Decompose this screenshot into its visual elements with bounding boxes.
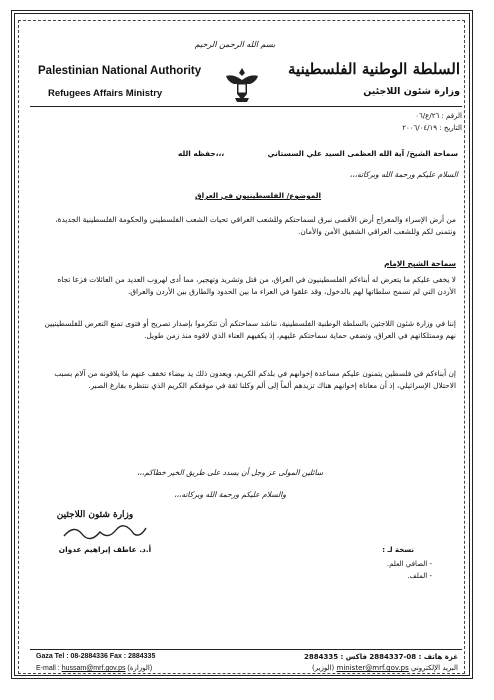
paragraph-4: إن أبناءكم في فلسطين يتمنون عليكم مساعدة إخوانهم في بلدكم الكريم، ويعدون ذلك يد بيضاء تخفف عنهم ما يلاقونه من آلام بسبب الاحتلال الإسرائيلي، إذ أن معاناة إخوانهم هناك تزيدهم ألماً إلى ألم وكلنا ثقة في موقفكم الكريم الذي ننتظره بفارغ الصبر. bbox=[54, 369, 456, 390]
header-divider bbox=[30, 106, 462, 107]
footer-english-phone: Gaza Tel : 08-2884336 Fax : 2884335 bbox=[36, 653, 156, 660]
arabic-authority-title: السلطة الوطنية الفلسطينية bbox=[288, 60, 460, 78]
subject-line: الموضوع/ الفلسطينيون في العراق bbox=[194, 191, 322, 200]
signature-scribble-icon bbox=[60, 522, 150, 544]
heading-imam: سماحة الشيخ الإمام bbox=[384, 259, 456, 268]
paragraph-2: لا يخفى عليكم ما يتعرض له أبناءكم الفلسطينيون في العراق، من قتل وتشريد وتهجير، مما أدى لهروب العديد من العائلات فزعا تجاه الأردن التي لم تسمح سلطاتها لهم بالدخول، وقد علقوا في العراء ما بين الحدود والطارق بين الأردن والعراق. bbox=[57, 275, 456, 296]
footer-arabic-email-row bbox=[238, 664, 458, 672]
greeting: السلام عليكم ورحمة الله وبركاته،،، bbox=[349, 170, 458, 179]
paragraph-3: إننا في وزارة شئون اللاجئين بالسلطة الوطنية الفلسطينية، نناشد سماحتكم أن تتكرموا بإصدار تصريح أو فتوى تمنع التعرض للفلسطينيين نهم وممتلكاتهم في العراق، وتضفي حماية سماحتكم عليهم، إذ يكفيهم العناء الذي لاقوه منذ زمن طويل. bbox=[44, 319, 456, 340]
closing-salaam: والسلام عليكم ورحمة الله وبركاته،،، bbox=[174, 490, 286, 499]
cc-title: نسخة لـ : bbox=[382, 546, 414, 554]
english-authority-title: Palestinian National Authority bbox=[38, 65, 202, 77]
reference-number: الرقم : ٢٦/ع/٠٦ bbox=[415, 112, 462, 120]
cc-item: - الملف. bbox=[407, 572, 432, 580]
footer-arabic-email-tag: (الوزير) bbox=[311, 664, 335, 672]
signature-organization: وزارة شئون اللاجئين bbox=[56, 510, 134, 520]
addressee-blessing: حفظه الله،،، bbox=[178, 149, 225, 158]
arabic-ministry-subtitle: وزارة شئون اللاجئين bbox=[363, 86, 460, 97]
basmala: بسم الله الرحمن الرحيم bbox=[194, 40, 276, 49]
cc-item: - الصافي العلم. bbox=[386, 560, 432, 568]
footer-arabic-email-label: البريد الإلكتروني bbox=[411, 664, 458, 672]
english-ministry-subtitle: Refugees Affairs Ministry bbox=[48, 88, 163, 99]
eagle-emblem-icon bbox=[222, 64, 262, 104]
letter-date: التاريخ : ٢٠٠٦/٠٤/١٩ bbox=[402, 124, 462, 132]
footer-email-label: E-mall : bbox=[36, 665, 60, 672]
footer-ministry-email-link[interactable]: hussam@mrf.gov.ps bbox=[61, 665, 126, 672]
signature-name: أ.د. عاطف إبراهيم عدوان bbox=[58, 545, 152, 554]
footer-arabic-phone: غزة هاتف : 08-2884337 فاكس : 2884335 bbox=[304, 653, 458, 661]
footer-divider bbox=[30, 649, 462, 650]
footer-minister-email-link[interactable]: minister@mrf.gov.ps bbox=[336, 664, 409, 672]
footer-email-tag: (الوزارة) bbox=[127, 665, 153, 672]
closing-handwritten: سائلين المولى عز وجل أن يسدد على طريق الخير خطاكم،،، bbox=[136, 468, 324, 477]
footer-english-email-row bbox=[36, 664, 152, 672]
paragraph-1: من أرض الإسراء والمعراج أرض الأقصى نبرق لسماحتكم وللشعب العراقي تحيات الشعب الفلسطيني والحكومة الفلسطينية الجديدة، ونتمنى لكم وللشعب العراقي الشقيق الأمن والأمان. bbox=[55, 215, 456, 236]
addressee: سماحة الشيخ/ آية الله العظمى السيد علي السستاني bbox=[267, 149, 458, 158]
